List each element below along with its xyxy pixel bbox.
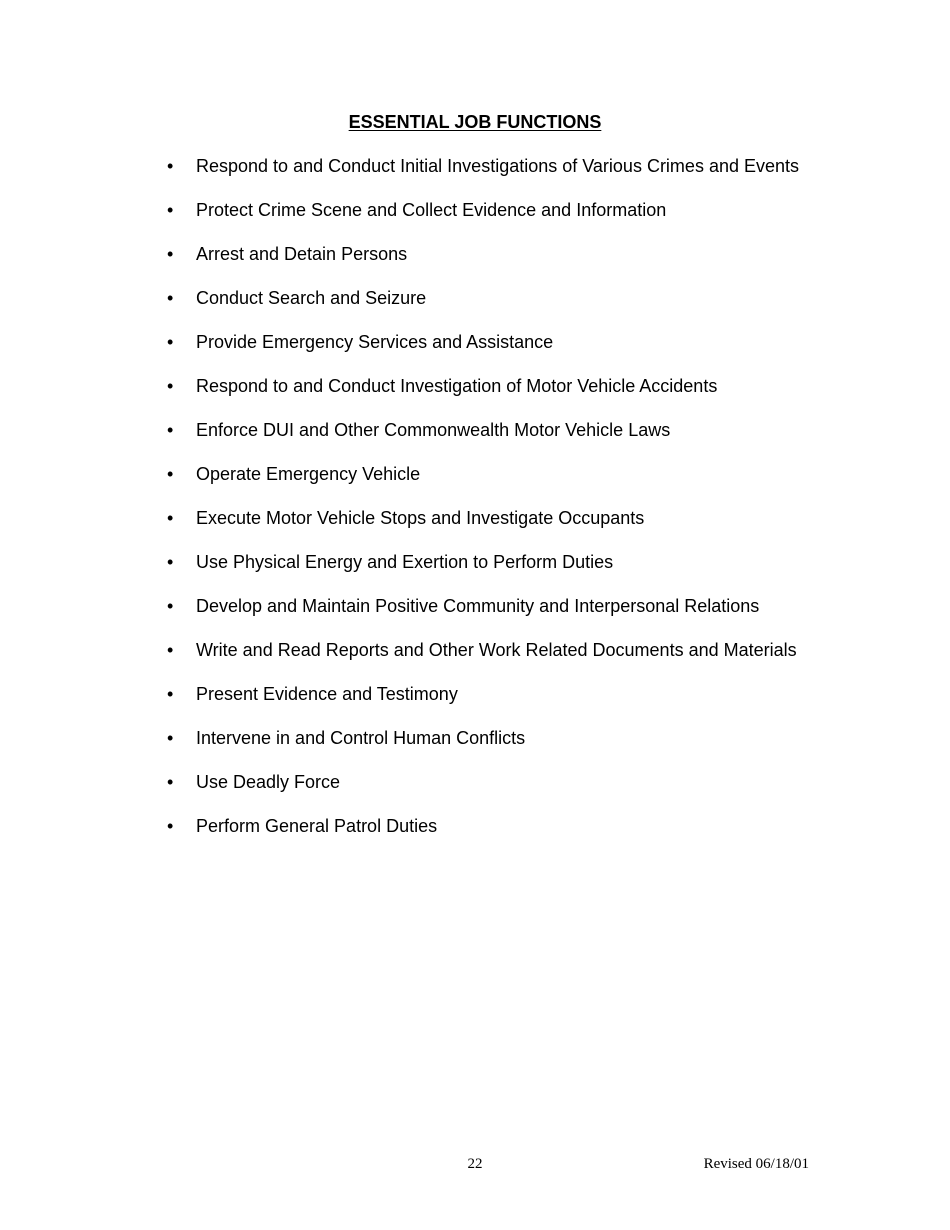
list-item-text: Present Evidence and Testimony — [196, 684, 458, 704]
bullet-icon: • — [167, 288, 174, 308]
list-item-text: Write and Read Reports and Other Work Related Documents and Materials — [196, 640, 797, 660]
list-item-text: Use Deadly Force — [196, 772, 341, 792]
list-item — [167, 419, 807, 441]
list-item — [167, 771, 807, 793]
list-item-text: Respond to and Conduct Investigation of Motor Vehicle Accidents — [196, 376, 718, 396]
list-item-text: Operate Emergency Vehicle — [196, 464, 421, 484]
list-item-text: Execute Motor Vehicle Stops and Investigate Occupants — [196, 508, 645, 528]
bullet-icon: • — [167, 244, 174, 264]
bullet-icon: • — [167, 332, 174, 352]
bullet-icon: • — [167, 200, 174, 220]
bullet-icon: • — [167, 728, 174, 748]
list-item-text: Develop and Maintain Positive Community and Interpersonal Relations — [196, 596, 760, 616]
list-item — [167, 507, 807, 529]
list-item — [167, 727, 807, 749]
bullet-icon: • — [167, 772, 174, 792]
list-item — [167, 331, 807, 353]
bullet-icon: • — [167, 816, 174, 836]
list-item-text: Use Physical Energy and Exertion to Perform Duties — [196, 552, 614, 572]
page-number: 22 — [467, 1156, 483, 1172]
list-item — [167, 155, 807, 177]
job-functions-list — [167, 155, 807, 859]
list-item — [167, 287, 807, 309]
list-item — [167, 595, 807, 617]
list-item — [167, 551, 807, 573]
list-item — [167, 243, 807, 265]
bullet-icon: • — [167, 156, 174, 176]
list-item — [167, 683, 807, 705]
list-item — [167, 199, 807, 221]
page-title: ESSENTIAL JOB FUNCTIONS — [348, 112, 602, 132]
list-item-text: Respond to and Conduct Initial Investigations of Various Crimes and Events — [196, 156, 799, 176]
list-item-text: Protect Crime Scene and Collect Evidence and Information — [196, 200, 667, 220]
list-item-text: Enforce DUI and Other Commonwealth Motor Vehicle Laws — [196, 420, 671, 440]
bullet-icon: • — [167, 596, 174, 616]
list-item — [167, 375, 807, 397]
list-item-text: Conduct Search and Seizure — [196, 288, 427, 308]
bullet-icon: • — [167, 420, 174, 440]
list-item-text: Perform General Patrol Duties — [196, 816, 438, 836]
list-item-text: Arrest and Detain Persons — [196, 244, 408, 264]
bullet-icon: • — [167, 508, 174, 528]
bullet-icon: • — [167, 376, 174, 396]
bullet-icon: • — [167, 640, 174, 660]
list-item-text: Intervene in and Control Human Conflicts — [196, 728, 526, 748]
bullet-icon: • — [167, 684, 174, 704]
list-item — [167, 815, 807, 837]
list-item-text: Provide Emergency Services and Assistance — [196, 332, 554, 352]
revision-date: Revised 06/18/01 — [703, 1156, 809, 1172]
bullet-icon: • — [167, 464, 174, 484]
bullet-icon: • — [167, 552, 174, 572]
list-item — [167, 463, 807, 485]
list-item — [167, 639, 807, 661]
